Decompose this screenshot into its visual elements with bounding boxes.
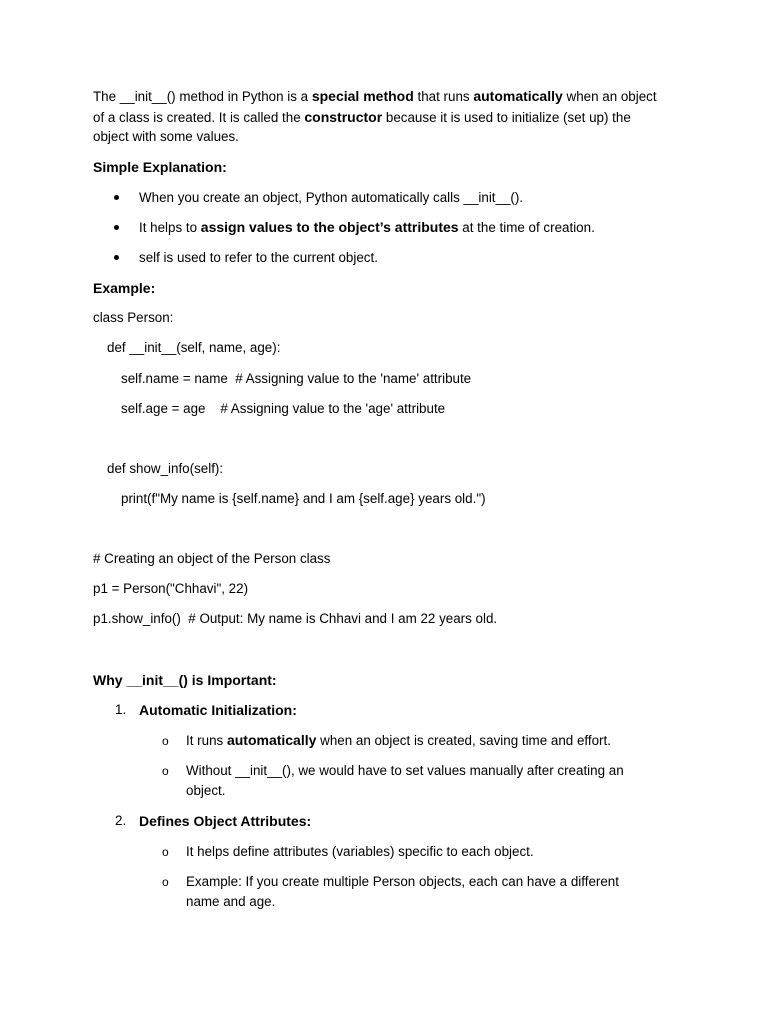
code-line: # Creating an object of the Person class — [93, 551, 331, 566]
code-line: self.name = name # Assigning value to the 'name' attribute — [121, 371, 472, 386]
code-line: p1.show_info() # Output: My name is Chhavi and I am 22 years old. — [93, 611, 498, 626]
circle-bullet-icon: o — [162, 845, 169, 859]
intro-line-2: of a class is created. It is called the constructor because it is used to initialize (set up) the — [93, 109, 631, 125]
code-line: self.age = age # Assigning value to the 'age' attribute — [121, 401, 446, 416]
code-line: def __init__(self, name, age): — [107, 340, 281, 355]
bullet-icon — [114, 225, 119, 230]
code-line: print(f"My name is {self.name} and I am {self.age} years old.") — [121, 491, 486, 506]
item-1-sub-1: It runs automatically when an object is created, saving time and effort. — [186, 732, 611, 748]
list-number: 2. — [115, 813, 127, 828]
item-2-sub-2-line-1: Example: If you create multiple Person objects, each can have a different — [186, 874, 619, 889]
why-heading: Why __init__() is Important: — [93, 672, 277, 688]
circle-bullet-icon: o — [162, 734, 169, 748]
code-line: def show_info(self): — [107, 461, 224, 476]
simple-bullet-2: It helps to assign values to the object’s attributes at the time of creation. — [139, 219, 595, 235]
item-1-sub-2-line-2: object. — [186, 783, 226, 798]
list-number: 1. — [115, 702, 127, 717]
simple-explanation-heading: Simple Explanation: — [93, 159, 227, 175]
bullet-icon — [114, 255, 119, 260]
item-1-title: Automatic Initialization: — [139, 702, 297, 718]
simple-bullet-1: When you create an object, Python automatically calls __init__(). — [139, 190, 524, 205]
item-2-title: Defines Object Attributes: — [139, 813, 312, 829]
simple-bullet-3: self is used to refer to the current object. — [139, 250, 378, 265]
circle-bullet-icon: o — [162, 875, 169, 889]
circle-bullet-icon: o — [162, 764, 169, 778]
code-line: class Person: — [93, 310, 174, 325]
intro-line-3: object with some values. — [93, 129, 239, 144]
intro-line-1: The __init__() method in Python is a special method that runs automatically when an object — [93, 88, 657, 104]
item-2-sub-1: It helps define attributes (variables) specific to each object. — [186, 844, 534, 859]
item-1-sub-2-line-1: Without __init__(), we would have to set values manually after creating an — [186, 763, 624, 778]
item-2-sub-2-line-2: name and age. — [186, 894, 276, 909]
code-line: p1 = Person("Chhavi", 22) — [93, 581, 249, 596]
bullet-icon — [114, 195, 119, 200]
example-heading: Example: — [93, 280, 156, 296]
